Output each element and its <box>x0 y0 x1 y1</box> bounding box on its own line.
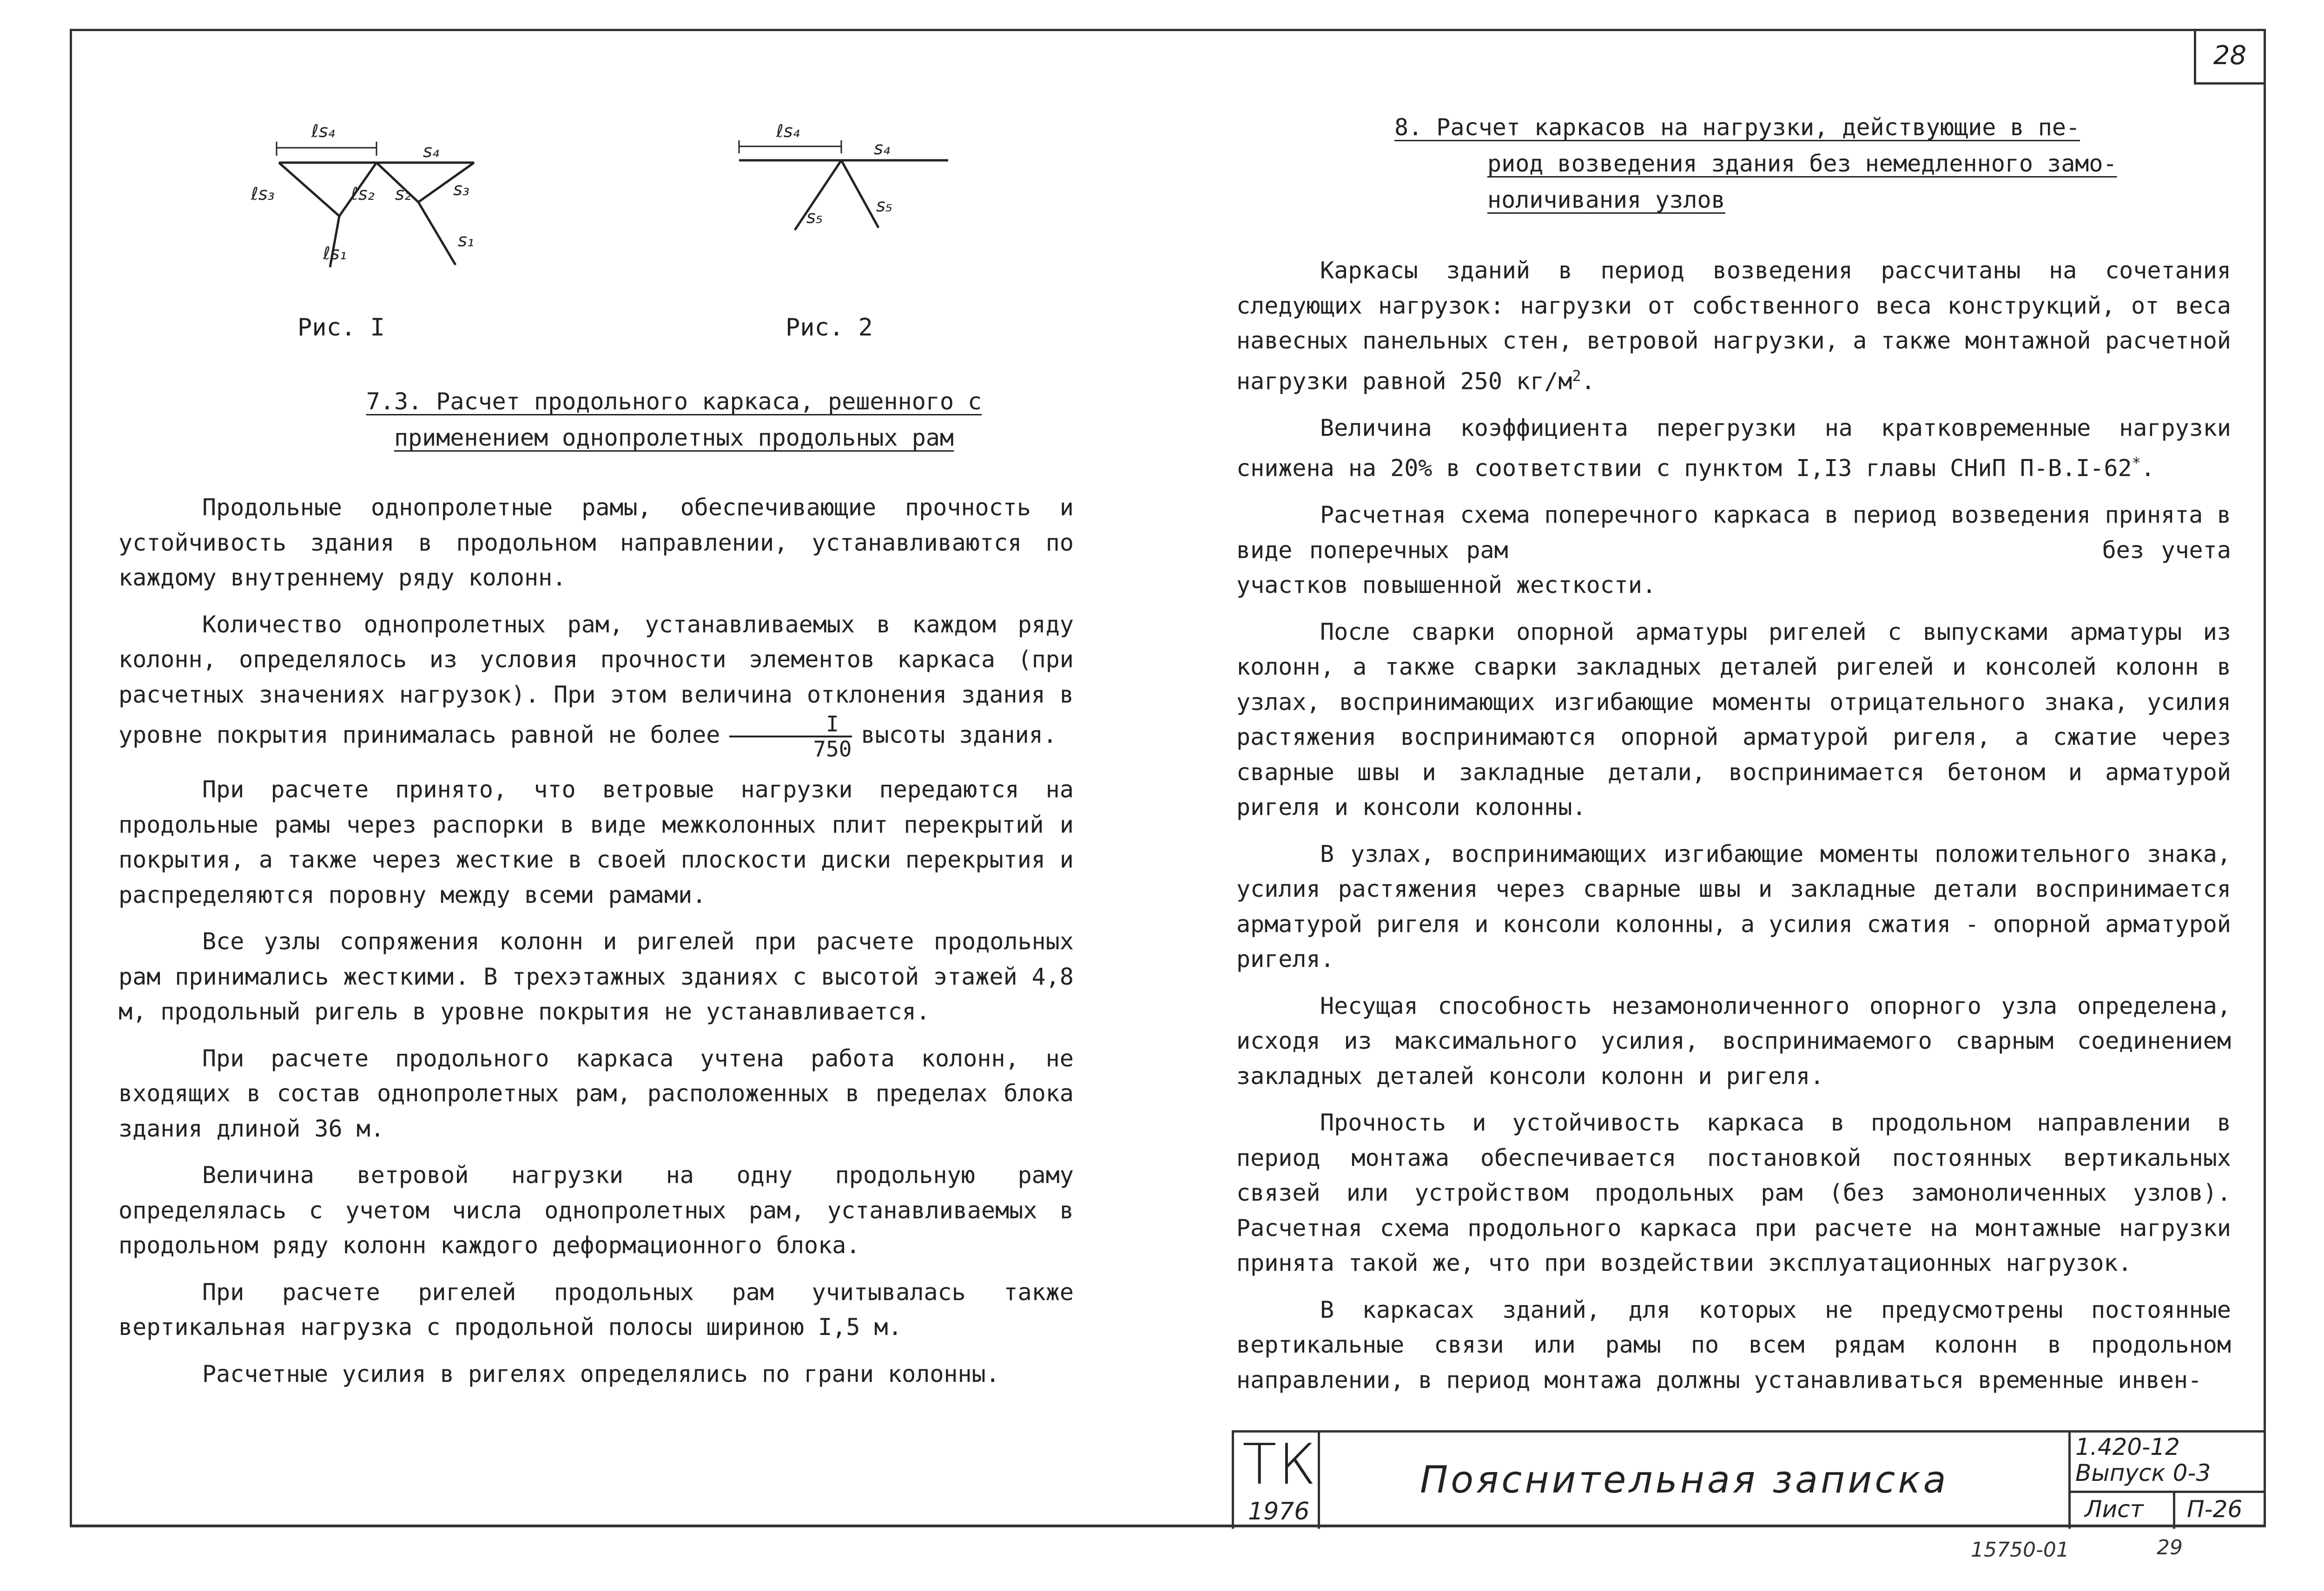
fig1-label-ls1: ℓs₁ <box>323 243 347 263</box>
tb-series-cell <box>2068 1433 2264 1493</box>
paragraph-tail: высоты здания. <box>861 721 1057 749</box>
paragraph-text: Величина коэффициента перегрузки на кратковременные нагрузки снижена на 20% в соответствии с пунктом I,I3 главы СНиП П-В.I-62 <box>1236 414 2231 482</box>
paragraph: В каркасах зданий, для которых не предусмотрены постоянные вертикальные связи или рамы по всем рядам колонн в продольном направлении, в период монтажа должны устанавливаться временные инвен- <box>1236 1296 2231 1394</box>
fig1-label-ls4: ℓs₄ <box>311 121 335 141</box>
tb-year: 1976 <box>1248 1498 1310 1525</box>
paragraph: Расчетная схема поперечного каркаса в период возведения принята в виде поперечных рам без учета участков повышенной жесткости. <box>1236 501 2245 599</box>
tb-sheet-value: П-26 <box>2187 1496 2243 1523</box>
bottom-page-number: 29 <box>2157 1536 2183 1559</box>
paragraph-text: Количество однопролетных рам, устанавливаемых в каждом ряду колонн, определялось из условия прочности элементов каркаса (при расчетных значениях нагрузок). При этом величина отклонения здания в уровне покрытия принималась равной не более <box>119 611 1074 749</box>
title-block <box>1232 1430 2266 1529</box>
fig1-label-s1: s₁ <box>458 230 475 250</box>
section-7-3-heading <box>297 383 1050 456</box>
tb-sheet-label-cell <box>2068 1493 2175 1529</box>
tb-title: Пояснительная записка <box>1420 1458 1949 1501</box>
heading-line: 7.3. Расчет продольного каркаса, решенного с <box>366 388 982 415</box>
fig1-label-ls2: ℓs₂ <box>351 184 375 204</box>
corner-page-number: 28 <box>2194 29 2264 85</box>
fraction <box>729 712 852 761</box>
superscript: 2 <box>1572 367 1581 385</box>
section-8-heading <box>1394 109 2194 218</box>
fig2-label-s4: s₄ <box>874 138 891 158</box>
paragraph: Величина ветровой нагрузки на одну продольную раму определялась с учетом числа однопролетных рам, устанавливаемых в продольном ряду колонн каждого деформационного блока. <box>119 1162 1074 1259</box>
paragraph-text: Каркасы зданий в период возведения рассчитаны на сочетания следующих нагрузок: нагрузки от собственного веса конструкций, от веса навесных панельных стен, ветровой нагрузки, а также монтажной расчетной нагрузки равной 250 кг/м <box>1236 257 2231 395</box>
figure-1-caption: Рис. I <box>297 314 385 342</box>
paragraph <box>119 607 1074 761</box>
paragraph: Несущая способность незамоноличенного опорного узла определена, исходя из максимального усилия, воспринимаемого сварным соединением закладных деталей консоли колонн и ригеля. <box>1236 992 2231 1090</box>
fig2-label-ls4: ℓs₄ <box>776 121 800 141</box>
fraction-numerator: I <box>729 712 852 737</box>
figure-2-caption: Рис. 2 <box>786 314 873 342</box>
paragraph: Продольные однопролетные рамы, обеспечивающие прочность и устойчивость здания в продольном направлении, устанавливаются по каждому внутреннему ряду колонн. <box>119 494 1074 591</box>
paragraph: После сварки опорной арматуры ригелей с выпусками арматуры из колонн, а также сварки закладных деталей ригелей и консолей колонн в узлах, воспринимающих изгибающие моменты отрицательного знака, усилия растяжения воспринимаются опорной арматурой ригеля, а сжатие через сварные швы и закладные детали, воспринимается бетоном и арматурой ригеля и консоли колонны. <box>1236 618 2231 821</box>
archive-number: 15750-01 <box>1971 1538 2069 1562</box>
heading-line: применением однопролетных продольных рам <box>394 424 954 451</box>
fig2-label-s5-right: s₅ <box>876 195 893 216</box>
paragraph <box>1236 411 2231 487</box>
tb-series: 1.420-12 <box>2075 1433 2180 1460</box>
superscript: * <box>2132 454 2141 472</box>
fig1-label-s4: s₄ <box>423 141 440 161</box>
paragraph: При расчете продольного каркаса учтена работа колонн, не входящих в состав однопролетных рам, расположенных в пределах блока здания длиной 36 м. <box>119 1045 1074 1142</box>
paragraph: Расчетные усилия в ригелях определялись по грани колонны. <box>202 1360 1000 1387</box>
tb-tk-text: ТК <box>1242 1433 1318 1497</box>
paragraph <box>1236 253 2231 399</box>
paragraph: Все узлы сопряжения колонн и ригелей при расчете продольных рам принимались жесткими. В трехэтажных зданиях с высотой этажей 4,8 м, продольный ригель в уровне покрытия не устанавливается. <box>119 928 1074 1025</box>
right-column-text <box>1236 253 2245 1398</box>
paragraph-end: . <box>2140 454 2155 482</box>
figure-1-diagram <box>242 112 502 279</box>
paragraph: При расчете принято, что ветровые нагрузки передаются на продольные рамы через распорки в виде межколонных плит перекрытий и покрытия, а также через жесткие в своей плоскости диски перекрытия и распределяются поровну между всеми рамами. <box>119 776 1074 908</box>
heading-line: ноличивания узлов <box>1487 186 1725 213</box>
fig1-label-s3: s₃ <box>453 179 470 199</box>
paragraph: При расчете ригелей продольных рам учитывалась также вертикальная нагрузка с продольной полосы шириною I,5 м. <box>119 1278 1074 1341</box>
tb-issue: Выпуск 0-3 <box>2075 1460 2211 1486</box>
tb-tk-cell <box>1232 1433 1320 1529</box>
paragraph-end: . <box>1581 368 1595 395</box>
paragraph: В узлах, воспринимающих изгибающие моменты положительного знака, усилия растяжения через сварные швы и закладные детали воспринимается арматурой ригеля и консоли колонны, а усилия сжатия - опорной арматурой ригеля. <box>1236 840 2231 973</box>
fig1-label-ls3: ℓs₃ <box>251 184 275 204</box>
fig1-label-s2: s₂ <box>395 184 412 204</box>
fig2-label-s5-left: s₅ <box>806 207 823 227</box>
heading-line: риод возведения здания без немедленного замо- <box>1487 150 2117 177</box>
heading-line: 8. Расчет каркасов на нагрузки, действующие в пе- <box>1394 114 2080 141</box>
paragraph: Прочность и устойчивость каркаса в продольном направлении в период монтажа обеспечивается постановкой постоянных вертикальных связей или устройством продольных рам (без замоноличенных узлов). Расчетная схема продольного каркаса при расчете на монтажные нагрузки принята такой же, что при воздействии эксплуатационных нагрузок. <box>1236 1109 2231 1277</box>
figure-2-diagram <box>730 112 971 242</box>
left-column-text <box>119 490 1074 1403</box>
fraction-denominator: 750 <box>813 736 852 762</box>
tb-sheet-label: Лист <box>2085 1496 2144 1523</box>
